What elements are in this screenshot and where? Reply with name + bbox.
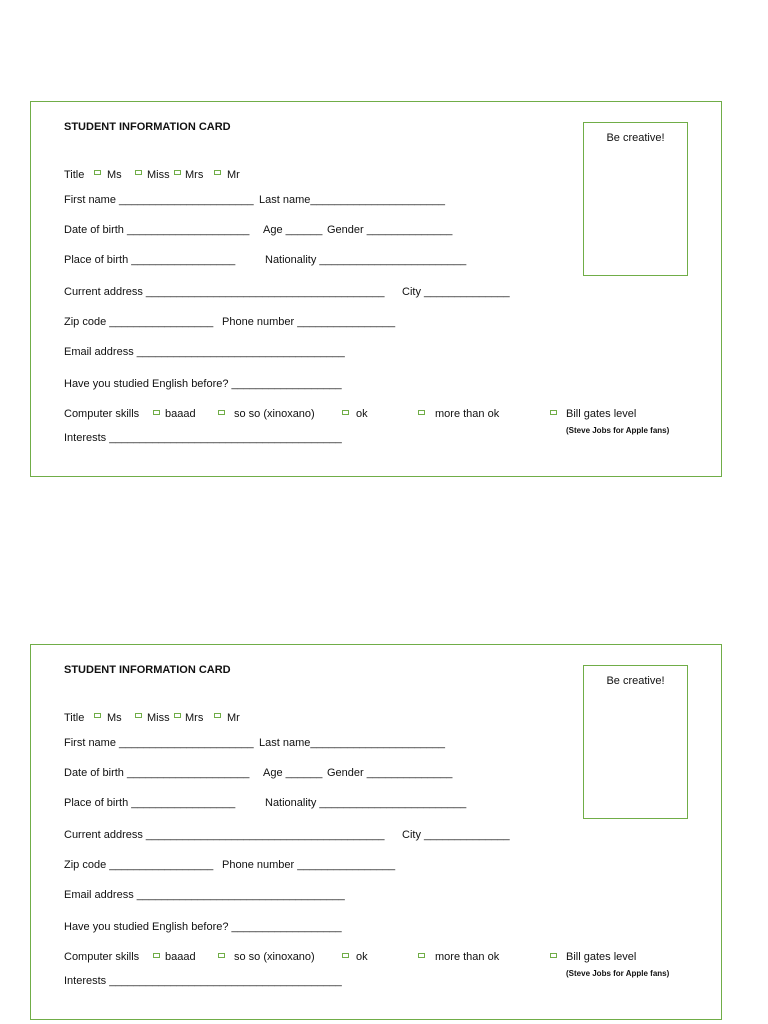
nationality-field[interactable]: Nationality ________________________ (265, 254, 467, 266)
zip-code-field[interactable]: Zip code _________________ (64, 859, 214, 871)
phone-number-field[interactable]: Phone number ________________ (222, 859, 396, 871)
skill-option-bill-gates-level: Bill gates level (566, 408, 637, 420)
studied-english-field[interactable]: Have you studied English before? __________________ (64, 378, 342, 390)
photo-box[interactable] (583, 665, 688, 819)
date-of-birth-field[interactable]: Date of birth ____________________ (64, 767, 250, 779)
checkbox-ok[interactable] (342, 410, 349, 415)
skill-option-so-so: so so (xinoxano) (234, 408, 315, 420)
checkbox-baaad[interactable] (153, 410, 160, 415)
title-option-miss: Miss (147, 712, 170, 724)
gender-field[interactable]: Gender ______________ (327, 224, 453, 236)
title-option-ms: Ms (107, 712, 122, 724)
checkbox-miss[interactable] (135, 170, 142, 175)
phone-number-field[interactable]: Phone number ________________ (222, 316, 396, 328)
age-field[interactable]: Age ______ (263, 767, 323, 779)
skill-option-ok: ok (356, 408, 368, 420)
checkbox-bill-gates-level[interactable] (550, 953, 557, 958)
skill-option-ok: ok (356, 951, 368, 963)
skill-note: (Steve Jobs for Apple fans) (566, 969, 670, 978)
checkbox-more-than-ok[interactable] (418, 410, 425, 415)
checkbox-ok[interactable] (342, 953, 349, 958)
interests-field[interactable]: Interests ______________________________________ (64, 432, 342, 444)
photo-box-label: Be creative! (606, 675, 665, 687)
checkbox-so-so[interactable] (218, 953, 225, 958)
skill-option-baaad: baaad (165, 951, 196, 963)
age-field[interactable]: Age ______ (263, 224, 323, 236)
skill-option-more-than-ok: more than ok (435, 408, 500, 420)
checkbox-mr[interactable] (214, 713, 221, 718)
checkbox-baaad[interactable] (153, 953, 160, 958)
zip-code-field[interactable]: Zip code _________________ (64, 316, 214, 328)
skill-option-baaad: baaad (165, 408, 196, 420)
last-name-field[interactable]: Last name______________________ (259, 194, 445, 206)
nationality-field[interactable]: Nationality ________________________ (265, 797, 467, 809)
skill-option-more-than-ok: more than ok (435, 951, 500, 963)
last-name-field[interactable]: Last name______________________ (259, 737, 445, 749)
current-address-field[interactable]: Current address _______________________________________ (64, 829, 385, 841)
skill-note: (Steve Jobs for Apple fans) (566, 426, 670, 435)
title-label: Title (64, 712, 85, 724)
checkbox-ms[interactable] (94, 713, 101, 718)
title-option-mrs: Mrs (185, 712, 204, 724)
checkbox-mr[interactable] (214, 170, 221, 175)
checkbox-miss[interactable] (135, 713, 142, 718)
first-name-field[interactable]: First name ______________________ (64, 194, 254, 206)
date-of-birth-field[interactable]: Date of birth ____________________ (64, 224, 250, 236)
skill-option-so-so: so so (xinoxano) (234, 951, 315, 963)
current-address-field[interactable]: Current address _______________________________________ (64, 286, 385, 298)
card-heading: STUDENT INFORMATION CARD (64, 664, 231, 676)
checkbox-mrs[interactable] (174, 713, 181, 718)
student-info-card-2 (30, 644, 722, 1020)
studied-english-field[interactable]: Have you studied English before? __________________ (64, 921, 342, 933)
photo-box[interactable] (583, 122, 688, 276)
checkbox-bill-gates-level[interactable] (550, 410, 557, 415)
title-option-mr: Mr (227, 169, 240, 181)
title-option-mr: Mr (227, 712, 240, 724)
computer-skills-label: Computer skills (64, 951, 140, 963)
title-label: Title (64, 169, 85, 181)
title-option-miss: Miss (147, 169, 170, 181)
email-address-field[interactable]: Email address __________________________________ (64, 889, 345, 901)
gender-field[interactable]: Gender ______________ (327, 767, 453, 779)
title-option-mrs: Mrs (185, 169, 204, 181)
checkbox-mrs[interactable] (174, 170, 181, 175)
city-field[interactable]: City ______________ (402, 286, 510, 298)
email-address-field[interactable]: Email address __________________________________ (64, 346, 345, 358)
place-of-birth-field[interactable]: Place of birth _________________ (64, 254, 236, 266)
place-of-birth-field[interactable]: Place of birth _________________ (64, 797, 236, 809)
title-option-ms: Ms (107, 169, 122, 181)
checkbox-more-than-ok[interactable] (418, 953, 425, 958)
first-name-field[interactable]: First name ______________________ (64, 737, 254, 749)
photo-box-label: Be creative! (606, 132, 665, 144)
city-field[interactable]: City ______________ (402, 829, 510, 841)
checkbox-so-so[interactable] (218, 410, 225, 415)
skill-option-bill-gates-level: Bill gates level (566, 951, 637, 963)
student-info-card-1 (30, 101, 722, 477)
interests-field[interactable]: Interests ______________________________________ (64, 975, 342, 987)
checkbox-ms[interactable] (94, 170, 101, 175)
computer-skills-label: Computer skills (64, 408, 140, 420)
card-heading: STUDENT INFORMATION CARD (64, 121, 231, 133)
